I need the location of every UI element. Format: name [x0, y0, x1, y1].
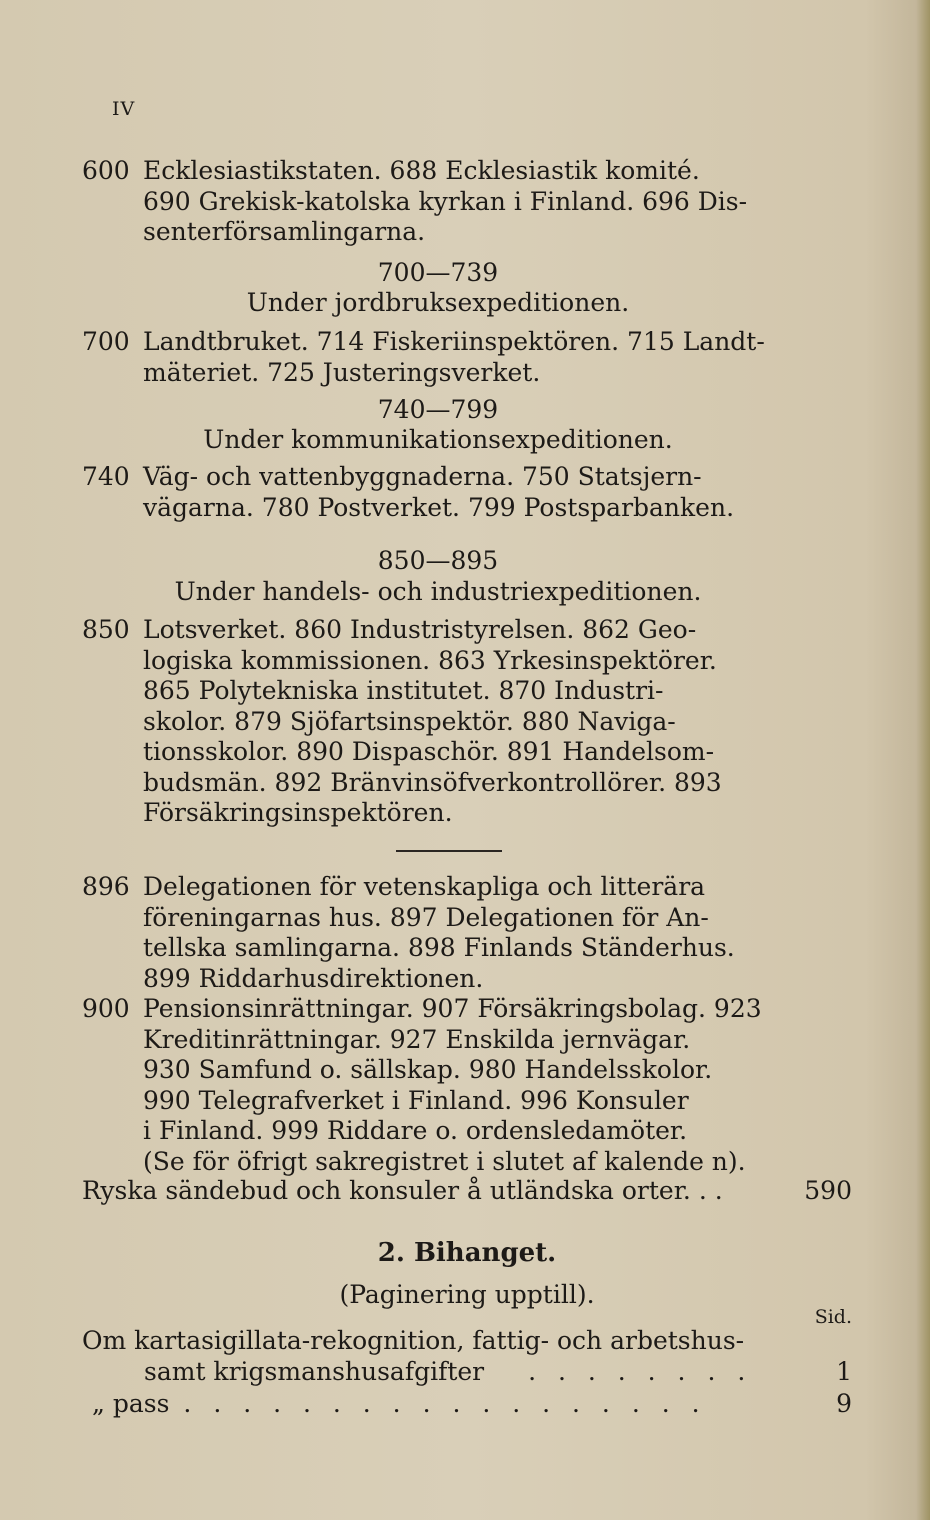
- entry-line: Kreditinrättningar. 927 Enskilda jernvägar.: [143, 1024, 691, 1054]
- entry-896: [82, 872, 794, 994]
- entry-700: [82, 327, 794, 388]
- entry-line: (Se för öfrigt sakregistret i slutet af kalende n).: [143, 1146, 746, 1176]
- entry-line: Pensionsinrättningar. 907 Försäkringsbolag. 923: [143, 994, 762, 1023]
- entry-number: 896: [82, 872, 130, 901]
- ryska-entry: [82, 1176, 852, 1207]
- entry-text: [143, 327, 794, 388]
- entry-line: Landtbruket. 714 Fiskeriinspektören. 715 Landt-: [143, 327, 765, 356]
- page-number: IV: [112, 98, 136, 120]
- section-title: Under jordbruksexpeditionen.: [246, 288, 630, 317]
- ryska-page: 590: [804, 1176, 852, 1205]
- entry-number: 600: [82, 156, 130, 185]
- section-range: 850—895: [377, 546, 499, 575]
- entry-740: [82, 462, 794, 523]
- entry-number: 700: [82, 327, 130, 356]
- toc-dots: . . . . . . . .: [528, 1357, 753, 1386]
- entry-text: [143, 994, 794, 1177]
- section-range: 700—739: [377, 258, 499, 287]
- toc-dots: . . . . . . . . . . . . . . . . . .: [183, 1389, 707, 1418]
- entry-text: [143, 156, 794, 248]
- entry-line: 990 Telegrafverket i Finland. 996 Konsuler: [143, 1085, 689, 1115]
- toc-text: samt krigsmanshusafgifter: [144, 1357, 485, 1386]
- entry-line: tionsskolor. 890 Dispaschör. 891 Handelsom-: [143, 737, 715, 766]
- toc-text: Om kartasigillata-rekognition, fattig- och arbetshus-: [82, 1326, 745, 1355]
- entry-line: Försäkringsinspektören.: [143, 798, 453, 827]
- toc-row: [82, 1389, 852, 1420]
- entry-line: vägarna. 780 Postverket. 799 Postsparbanken.: [143, 492, 735, 522]
- section-divider: [396, 850, 502, 852]
- toc-page: 9: [836, 1389, 852, 1418]
- entry-600: [82, 156, 794, 248]
- entry-line: 865 Polytekniska institutet. 870 Industri-: [143, 676, 664, 705]
- sid-label: Sid.: [814, 1306, 852, 1328]
- entry-line: Ecklesiastikstaten. 688 Ecklesiastik komité.: [143, 156, 700, 185]
- entry-text: [143, 615, 794, 829]
- entry-line: Delegationen för vetenskapliga och litterära: [143, 872, 706, 901]
- ryska-text: Ryska sändebud och konsuler å utländska orter. . .: [82, 1176, 723, 1205]
- entry-line: föreningarnas hus. 897 Delegationen för An-: [143, 902, 709, 932]
- bihang-title: 2. Bihanget.: [377, 1238, 557, 1268]
- entry-line: 899 Riddarhusdirektionen.: [143, 963, 484, 993]
- entry-line: logiska kommissionen. 863 Yrkesinspektörer.: [143, 645, 717, 675]
- entry-line: skolor. 879 Sjöfartsinspektör. 880 Naviga-: [143, 706, 676, 736]
- entry-line: Väg- och vattenbyggnaderna. 750 Statsjern-: [143, 462, 702, 491]
- entry-850: [82, 615, 794, 829]
- entry-line: budsmän. 892 Bränvinsöfverkontrollörer. 893: [143, 767, 722, 797]
- entry-line: tellska samlingarna. 898 Finlands Ständerhus.: [143, 933, 735, 962]
- page-edge-shadow: [916, 0, 930, 1520]
- entry-line: Lotsverket. 860 Industristyrelsen. 862 Geo-: [143, 615, 697, 644]
- entry-text: [143, 462, 794, 523]
- entry-900: [82, 994, 794, 1177]
- toc-page: 1: [836, 1357, 852, 1386]
- bihang-subtitle: (Paginering upptill).: [339, 1280, 595, 1309]
- entry-text: [143, 872, 794, 994]
- entry-line: mäteriet. 725 Justeringsverket.: [143, 357, 541, 387]
- entry-number: 850: [82, 615, 130, 644]
- entry-number: 900: [82, 994, 130, 1023]
- section-range: 740—799: [377, 395, 499, 424]
- section-title: Under handels- och industriexpeditionen.: [174, 577, 702, 606]
- entry-number: 740: [82, 462, 130, 491]
- entry-line: i Finland. 999 Riddare o. ordensledamöter.: [143, 1116, 688, 1145]
- toc-row: [82, 1326, 852, 1357]
- toc-row: [82, 1357, 852, 1388]
- entry-line: 930 Samfund o. sällskap. 980 Handelsskolor.: [143, 1055, 713, 1084]
- section-title: Under kommunikationsexpeditionen.: [203, 425, 673, 454]
- entry-line: 690 Grekisk-katolska kyrkan i Finland. 696 Dis-: [143, 186, 748, 216]
- toc-text: „ pass: [92, 1389, 170, 1418]
- entry-line: senterförsamlingarna.: [143, 217, 426, 246]
